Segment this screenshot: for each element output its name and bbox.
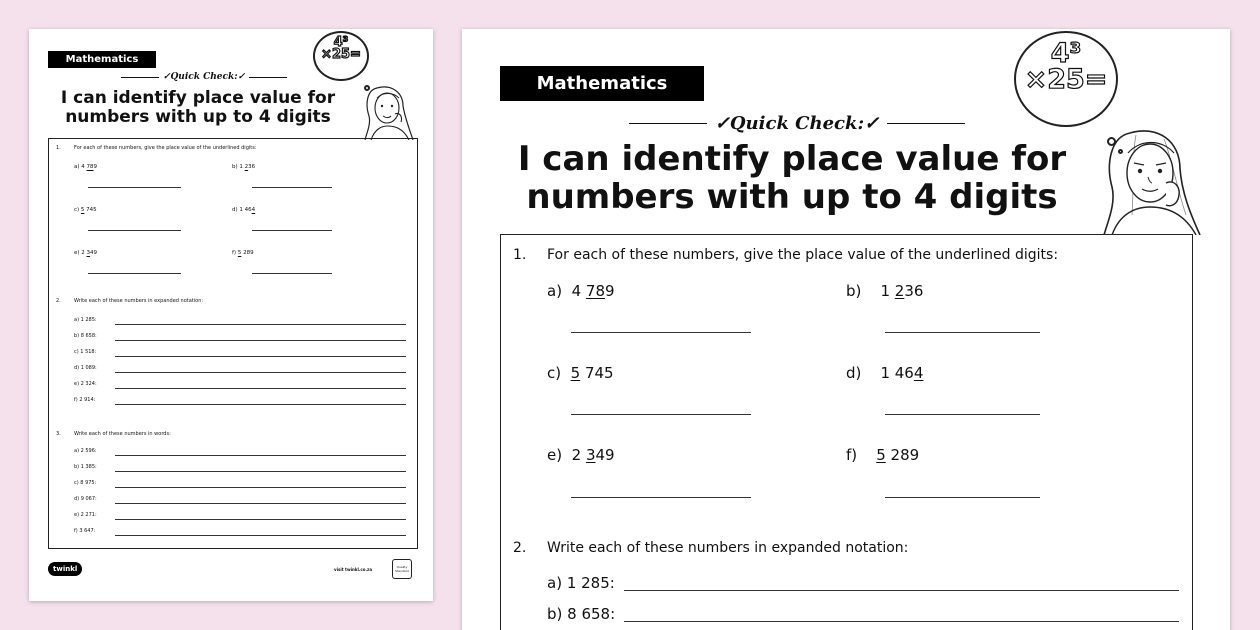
number-part: 49 (90, 250, 98, 256)
words-item (74, 464, 97, 470)
underlined-digits: 3 (86, 250, 91, 256)
question-number: 1. (56, 145, 61, 151)
thought-bubble-text (1020, 38, 1112, 95)
worksheet-title (43, 89, 353, 127)
quality-badge: Quality Standard (392, 559, 412, 579)
item-value: 1 518: (80, 349, 97, 355)
item-label: a) (74, 448, 80, 454)
expanded-item (74, 333, 97, 339)
item-label: a) (74, 317, 80, 323)
answer-line[interactable] (115, 503, 406, 504)
underlined-digits: 78 (86, 164, 94, 170)
underlined-digits: 5 (80, 207, 85, 213)
underlined-digits: 2 (894, 282, 905, 300)
words-item (74, 480, 96, 486)
subject-banner (48, 51, 156, 68)
item-label: b) (547, 605, 563, 623)
number-part: 36 (904, 282, 924, 300)
answer-line[interactable] (252, 273, 332, 274)
subject-label: Mathematics (65, 54, 139, 65)
number-part: 745 (580, 364, 614, 382)
underlined-digits: 3 (585, 446, 596, 464)
answer-line[interactable] (115, 471, 406, 472)
girl-illustration (1092, 125, 1230, 235)
underlined-digits: 5 (570, 364, 581, 382)
number-part: 9 (93, 164, 98, 170)
item-label: b) (74, 333, 80, 339)
underlined-digits: 4 (913, 364, 924, 382)
answer-line[interactable] (624, 590, 1179, 591)
answer-item (232, 164, 255, 170)
thought-line: 4³ (333, 35, 349, 50)
girl-illustration (359, 84, 427, 140)
worksheet-preview-large (462, 29, 1230, 630)
number-part: 745 (84, 207, 97, 213)
item-label: c) (74, 480, 79, 486)
answer-item (232, 207, 255, 213)
expanded-item (547, 605, 615, 623)
quick-check-label: Quick Check: (729, 112, 865, 134)
item-label: a) (74, 164, 80, 170)
check-icon: ✓ (864, 112, 880, 134)
answer-line[interactable] (885, 497, 1040, 498)
item-label: c) (547, 364, 562, 382)
item-label: a) (547, 282, 563, 300)
question-3-number: 3. (56, 431, 61, 437)
number-part: 9 (605, 282, 615, 300)
answer-line[interactable] (252, 187, 332, 188)
worksheet-preview-small (29, 29, 433, 601)
divider (887, 123, 965, 124)
item-label: b) (846, 282, 862, 300)
underlined-digits: 78 (585, 282, 605, 300)
words-item (74, 528, 95, 534)
answer-line[interactable] (115, 324, 406, 325)
expanded-item (74, 397, 95, 403)
answer-item (547, 446, 615, 464)
words-item (74, 448, 97, 454)
divider (249, 77, 287, 78)
number-part: 1 (880, 282, 895, 300)
thought-line: ×25= (321, 47, 361, 63)
answer-item (74, 164, 97, 170)
expanded-item (74, 365, 97, 371)
item-value: 2 271: (80, 512, 97, 518)
item-value: 8 658: (567, 605, 616, 623)
answer-item (547, 282, 615, 300)
divider (629, 123, 707, 124)
title-line: I can identify place value for (517, 139, 1067, 179)
number-part: 1 (239, 164, 245, 170)
title-line: numbers with up to 4 digits (526, 177, 1058, 218)
item-label: d) (846, 364, 862, 382)
item-label: e) (74, 512, 80, 518)
answer-line[interactable] (885, 332, 1040, 333)
question-1-text: For each of these numbers, give the place value of the underlined digits: (547, 247, 1059, 263)
item-label: b) (74, 464, 80, 470)
item-value: 1 285: (80, 317, 97, 323)
answer-line[interactable] (115, 455, 406, 456)
item-value: 9 067: (80, 496, 97, 502)
item-value: 2 914: (79, 397, 96, 403)
expanded-item (74, 349, 96, 355)
item-value: 2 596: (80, 448, 97, 454)
answer-item (74, 250, 97, 256)
answer-line[interactable] (115, 388, 406, 389)
answer-line[interactable] (115, 404, 406, 405)
item-value: 2 324: (80, 381, 97, 387)
answer-line[interactable] (571, 497, 751, 498)
check-icon: ✓ (714, 112, 730, 134)
item-label: d) (74, 496, 80, 502)
footer-url: visit twinkl.co.za (334, 567, 373, 572)
answer-item (74, 207, 97, 213)
answer-line[interactable] (88, 230, 181, 231)
thought-bubble-text (317, 37, 365, 62)
item-label: c) (74, 207, 80, 213)
answer-line[interactable] (115, 519, 406, 520)
quick-check-label: Quick Check: (170, 72, 238, 82)
item-label: e) (547, 446, 563, 464)
answer-item (846, 446, 919, 464)
quick-check-heading (104, 70, 304, 84)
answer-line[interactable] (115, 535, 406, 536)
twinkl-logo: twinkl (48, 562, 82, 576)
item-value: 8 658: (80, 333, 97, 339)
item-label: d) (74, 365, 80, 371)
item-value: 1 285: (566, 574, 615, 592)
answer-line[interactable] (571, 414, 751, 415)
title-line: I can identify place value for (60, 88, 336, 108)
question-1-text: For each of these numbers, give the place value of the underlined digits: (74, 145, 257, 151)
number-part: 289 (241, 250, 254, 256)
question-2-number: 2. (513, 540, 527, 556)
question-1-number: 1. (513, 247, 527, 263)
words-item (74, 512, 97, 518)
item-label: f) (74, 397, 78, 403)
answer-line[interactable] (571, 332, 751, 333)
item-value: 3 647: (79, 528, 96, 534)
answer-item (846, 364, 923, 382)
number-part: 4 (571, 282, 586, 300)
number-part: 36 (248, 164, 256, 170)
number-part: 49 (595, 446, 615, 464)
number-part: 1 46 (239, 207, 252, 213)
expanded-item (74, 381, 97, 387)
number-part: 4 (81, 164, 87, 170)
item-label: f) (846, 446, 858, 464)
answer-item (547, 364, 614, 382)
answer-item (232, 250, 254, 256)
underlined-digits: 2 (244, 164, 249, 170)
underlined-digits: 4 (251, 207, 256, 213)
number-part: 2 (571, 446, 586, 464)
underlined-digits: 5 (237, 250, 242, 256)
question-3-text: Write each of these numbers in words: (74, 431, 171, 437)
item-label: f) (232, 250, 237, 256)
answer-item (846, 282, 923, 300)
item-value: 1 385: (80, 464, 97, 470)
answer-line[interactable] (88, 273, 181, 274)
title-line: numbers with up to 4 digits (65, 107, 331, 128)
answer-line[interactable] (115, 340, 406, 341)
expanded-item (547, 574, 615, 592)
words-item (74, 496, 97, 502)
question-2-text: Write each of these numbers in expanded notation: (547, 540, 909, 556)
item-label: b) (232, 164, 238, 170)
thought-line: 4³ (1050, 38, 1082, 69)
item-label: f) (74, 528, 78, 534)
check-icon: ✓ (237, 72, 246, 82)
item-label: e) (74, 250, 80, 256)
item-label: d) (232, 207, 238, 213)
number-part: 2 (81, 250, 87, 256)
underlined-digits: 5 (876, 446, 886, 464)
answer-line[interactable] (885, 414, 1040, 415)
divider (121, 77, 159, 78)
worksheet-title (492, 140, 1092, 216)
question-1 (56, 145, 61, 151)
item-label: c) (74, 349, 79, 355)
answer-line[interactable] (624, 621, 1179, 622)
item-value: 1 089: (80, 365, 97, 371)
answer-line[interactable] (115, 356, 406, 357)
check-icon: ✓ (162, 72, 171, 82)
answer-line[interactable] (252, 230, 332, 231)
subject-label: Mathematics (536, 73, 668, 94)
number-part: 1 46 (880, 364, 914, 382)
item-label: a) (547, 574, 563, 592)
item-value: 8 975: (80, 480, 97, 486)
answer-line[interactable] (115, 372, 406, 373)
thought-line: ×25= (1024, 63, 1108, 95)
expanded-item (74, 317, 97, 323)
question-2-number: 2. (56, 298, 61, 304)
quick-check-heading (602, 108, 992, 138)
answer-line[interactable] (115, 487, 406, 488)
answer-line[interactable] (88, 187, 181, 188)
item-label: e) (74, 381, 80, 387)
number-part: 289 (885, 446, 920, 464)
subject-banner (500, 66, 704, 101)
question-2-text: Write each of these numbers in expanded notation: (74, 298, 204, 304)
